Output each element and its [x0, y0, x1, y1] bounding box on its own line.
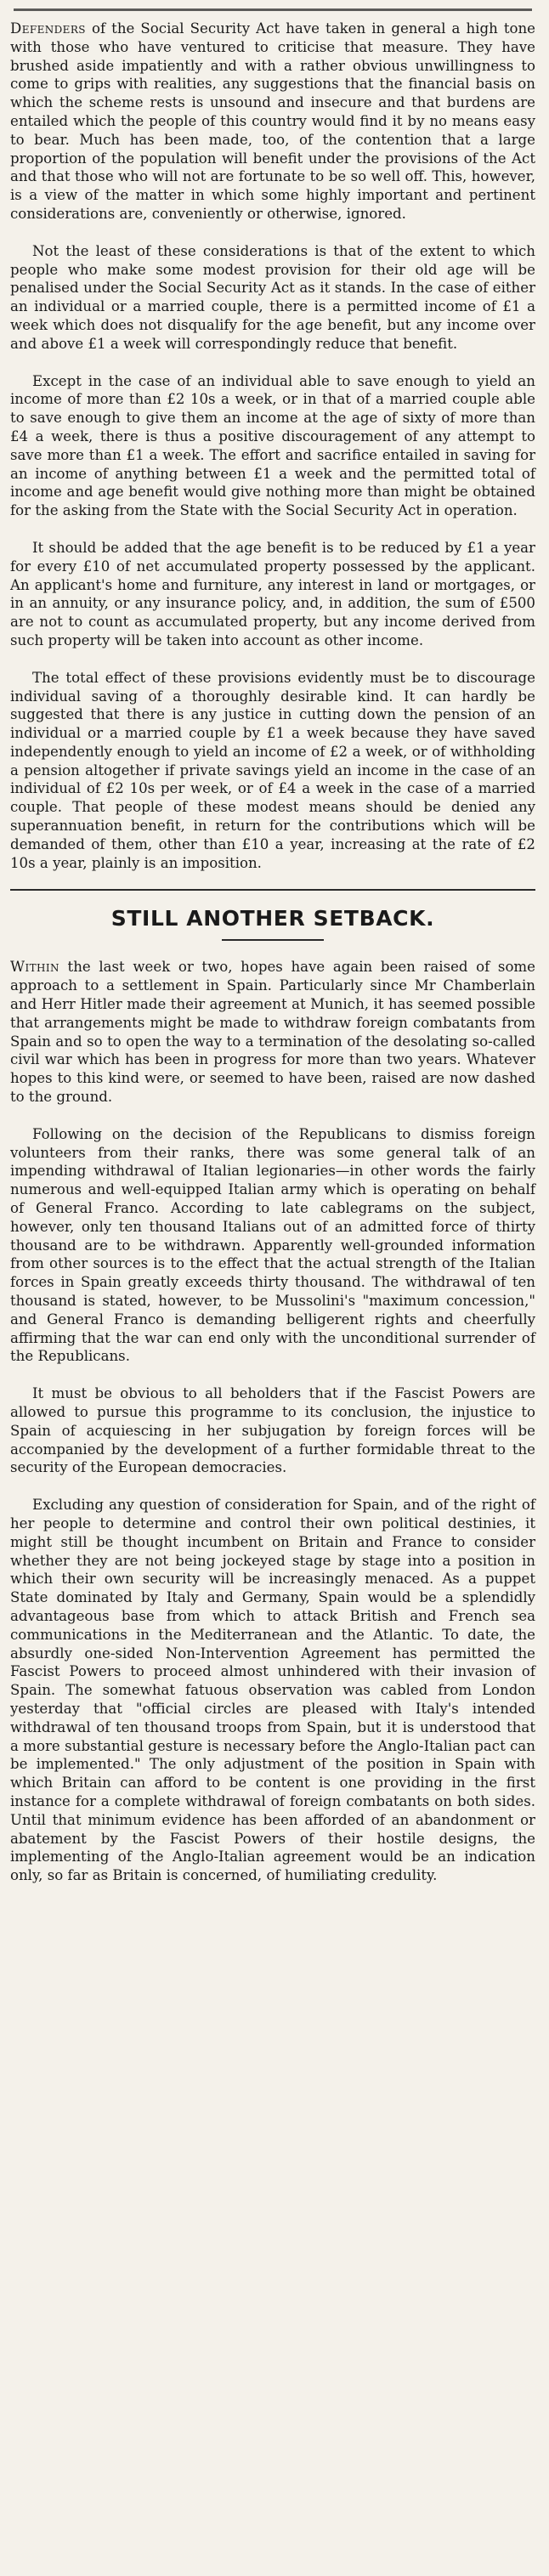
paragraph [10, 20, 535, 224]
editorial-spain [10, 889, 535, 1884]
paragraph: Not the least of these considerations is that of the extent to which people who make some modest provision for their old age will be penalised under the Social Security Act as it stands. In the case of either an individual or a married couple, there is a permitted income of £1 a week which does not disqualify for the age benefit, but any income over and above £1 a week will correspondingly reduce that benefit. [10, 242, 535, 352]
editorial-social-security [10, 20, 535, 872]
paragraph [10, 958, 535, 1106]
paragraph-text: of the Social Security Act have taken in general a high tone with those who have ventured to criticise that measure. They have brushed aside impatiently and with a rather obvious unwillingness to come to grips with realities, any suggestions that the financial basis on which the scheme rests is unsound and insecure and that burdens are entailed which the people of this country would find it by no means easy to bear. Much has been made, too, of the contention that a large proportion of the population will benefit under the provisions of the Act and that those who will not are fortunate to be so well off. This, however, is a view of the matter in which some highly important and pertinent considerations are, conveniently or otherwise, ignored. [10, 20, 535, 222]
paragraph-text: the last week or two, hopes have again been raised of some approach to a settlement in Spain. Particularly since Mr Chamberlain and Herr Hitler made their agreement at Munich, it has seemed possible that arrangements might be made to withdraw foreign combatants from Spain and so to open the way to a termination of the desolating so-called civil war which has been in progress for more than two years. Whatever hopes to this kind were, or seemed to have been, raised are now dashed to the ground. [10, 959, 535, 1106]
paragraph: It should be added that the age benefit is to be reduced by £1 a year for every £10 of net accumulated property possessed by the applicant. An applicant's home and furniture, any interest in land or mortgages, or in an annuity, or any insurance policy, and, in addition, the sum of £500 are not to count as accumulated property, but any income derived from such property will be taken into account as other income. [10, 539, 535, 648]
paragraph: The total effect of these provisions evidently must be to discourage individual saving of a thoroughly desirable kind. It can hardly be suggested that there is any justice in cutting down the pension of an individual or a married couple by £1 a week because they have saved independently enough to yield an income of £2 a week, or of withholding a pension altogether if private savings yield an income in the case of an individual of £2 10s per week, or of £4 a week in the case of a married couple. That people of these modest means should be denied any superannuation benefit, in return for the contributions which will be demanded of them, other than £10 a year, increasing at the rate of £2 10s a year, plainly is an imposition. [10, 669, 535, 871]
paragraph: Except in the case of an individual able to save enough to yield an income of more than £2 10s a week, or in that of a married couple able to save enough to give them an income at the age of sixty of more than £4 a week, there is thus a positive discouragement of any attempt to save more than £1 a week. The effort and sacrifice entailed in saving for an income of anything between £1 a week and the permitted total of income and age benefit would give nothing more than might be obtained for the asking from the State with the Social Security Act in operation. [10, 372, 535, 519]
lead-word: Within [10, 959, 59, 976]
lead-word: Defenders [10, 20, 86, 37]
paragraph: Following on the decision of the Republicans to dismiss foreign volunteers from their ranks, there was some general talk of an impending withdrawal of Italian legionaries—in other words the fairly numerous and well-equipped Italian army which is operating on behalf of General Franco. According to late cablegrams on the subject, however, only ten thousand Italians out of an admitted force of thirty thousand are to be withdrawn. Apparently well-grounded information from other sources is to the effect that the actual strength of the Italian forces in Spain greatly exceeds thirty thousand. The withdrawal of ten thousand is stated, however, to be Mussolini's "maximum concession," and General Franco is demanding belligerent rights and cheerfully affirming that the war can end only with the unconditional surrender of the Republicans. [10, 1125, 535, 1365]
top-rule [14, 8, 532, 11]
paragraph: It must be obvious to all beholders that if the Fascist Powers are allowed to pursue this programme to its conclusion, the injustice to Spain of acquiescing in her subjugation by foreign forces will be accompanied by the development of a further formidable threat to the security of the European democracies. [10, 1385, 535, 1476]
article-headline: STILL ANOTHER SETBACK. [110, 906, 435, 931]
paragraph: Excluding any question of consideration for Spain, and of the right of her people to determine and control their own political destinies, it might still be thought incumbent on Britain and France to consider whether they are not being jockeyed stage by stage into a position in which their own security will be increasingly menaced. As a puppet State dominated by Italy and Germany, Spain would be a splendidly advantageous base from which to attack British and French sea communications in the Mediterranean and the Atlantic. To date, the absurdly one-sided Non-Intervention Agreement has permitted the Fascist Powers to proceed almost unhindered with their invasion of Spain. The somewhat fatuous observation was cabled from London yesterday that "official circles are pleased with Italy's intended withdrawal of ten thousand troops from Spain, but it is understood that a more substantial gesture is necessary before the Anglo-Italian pact can be implemented." The only adjustment of the position in Spain with which Britain can afford to be content is one providing in the first instance for a complete withdrawal of foreign combatants on both sides. Until that minimum evidence has been afforded of an abandonment or abatement by the Fascist Powers of their hostile designs, the implementing of the Anglo-Italian agreement would be an indication only, so far as Britain is concerned, of humiliating credulity. [10, 1497, 535, 1884]
headline-rule [222, 939, 324, 941]
